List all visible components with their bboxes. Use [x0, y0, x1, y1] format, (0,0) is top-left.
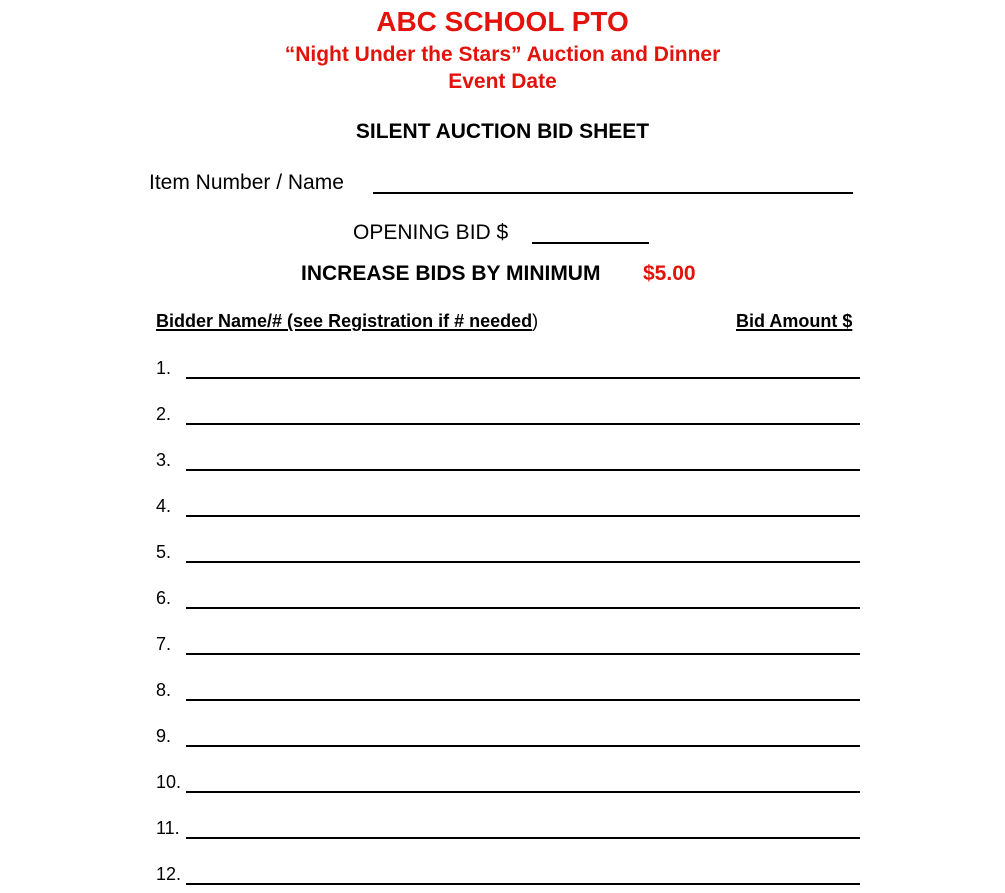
bid-row: [156, 725, 860, 755]
bid-row: [156, 403, 860, 433]
bid-row: [156, 357, 860, 387]
opening-bid-label: OPENING BID $: [353, 221, 509, 244]
bid-entry-line[interactable]: [186, 699, 860, 701]
bid-row-number: 8.: [156, 680, 172, 700]
bid-entry-line[interactable]: [186, 377, 860, 379]
bid-row-number: 5.: [156, 542, 172, 562]
opening-bid-field[interactable]: [532, 242, 649, 244]
event-subtitle: “Night Under the Stars” Auction and Dinner: [284, 43, 721, 66]
bid-entry-line[interactable]: [186, 607, 860, 609]
bid-row: [156, 771, 860, 801]
sheet-title: SILENT AUCTION BID SHEET: [355, 120, 650, 143]
increase-bids-amount: $5.00: [643, 262, 696, 285]
bid-row-number: 6.: [156, 588, 172, 608]
bid-row: [156, 541, 860, 571]
bid-entry-line[interactable]: [186, 745, 860, 747]
bid-entry-line[interactable]: [186, 423, 860, 425]
bid-row-number: 3.: [156, 450, 172, 470]
bid-amount-column-header: Bid Amount $: [736, 311, 853, 331]
bid-row: [156, 495, 860, 525]
bid-row-number: 7.: [156, 634, 172, 654]
bid-entry-line[interactable]: [186, 561, 860, 563]
bidder-column-header-paren: ): [532, 311, 539, 331]
event-date: Event Date: [448, 70, 557, 93]
bid-row: [156, 817, 860, 847]
bidder-column-header: [156, 310, 538, 333]
bid-row-number: 11.: [156, 818, 180, 838]
bid-row: [156, 863, 860, 893]
bid-row-number: 4.: [156, 496, 172, 516]
increase-bids-label: INCREASE BIDS BY MINIMUM: [301, 262, 601, 285]
bid-row: [156, 633, 860, 663]
bid-entry-line[interactable]: [186, 469, 860, 471]
pto-title: ABC SCHOOL PTO: [376, 6, 629, 37]
bid-row: [156, 679, 860, 709]
item-number-name-field[interactable]: [373, 192, 853, 194]
bid-entry-line[interactable]: [186, 837, 860, 839]
bid-row-number: 10.: [156, 772, 182, 792]
bid-row-number: 1.: [156, 358, 172, 378]
bidder-column-header-text: Bidder Name/# (see Registration if # needed: [156, 311, 533, 331]
bid-row-number: 2.: [156, 404, 172, 424]
bid-row: [156, 449, 860, 479]
bid-row-number: 12.: [156, 864, 182, 884]
item-number-name-label: Item Number / Name: [149, 171, 344, 194]
bid-entry-line[interactable]: [186, 515, 860, 517]
bid-entry-line[interactable]: [186, 791, 860, 793]
bid-row-number: 9.: [156, 726, 172, 746]
bid-entry-line[interactable]: [186, 653, 860, 655]
bid-row: [156, 587, 860, 617]
